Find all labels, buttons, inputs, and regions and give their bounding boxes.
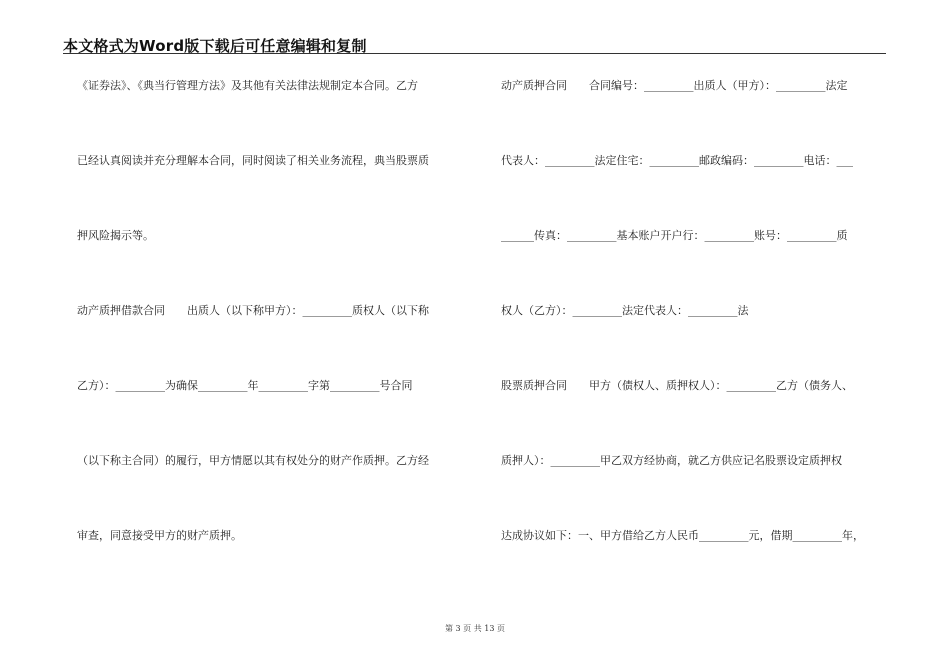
header-divider xyxy=(63,53,886,54)
left-line-4: 动产质押借款合同 出质人（以下称甲方）：_________质权人（以下称 xyxy=(77,304,429,317)
left-line-2: 已经认真阅读并充分理解本合同，同时阅读了相关业务流程，典当股票质 xyxy=(77,154,429,167)
right-line-6: 质押人）：_________甲乙双方经协商，就乙方供应记名股票设定质押权 xyxy=(501,454,842,467)
right-line-7: 达成协议如下：一、甲方借给乙方人民币_________元，借期_________年， xyxy=(501,529,864,542)
right-line-2: 代表人：_________法定住宅：_________邮政编码：_________电话：___ xyxy=(501,154,853,167)
left-line-6: （以下称主合同）的履行，甲方情愿以其有权处分的财产作质押。乙方经 xyxy=(77,454,429,467)
right-line-5: 股票质押合同 甲方（债权人、质押权人）：_________乙方（债务人、 xyxy=(501,379,853,392)
right-line-1: 动产质押合同 合同编号：_________出质人（甲方）：_________法定 xyxy=(501,79,848,92)
document-header-title: 本文格式为Word版下载后可任意编辑和复制 xyxy=(63,37,367,55)
right-line-3: ______传真：_________基本账户开户行：_________账号：_________质 xyxy=(501,229,848,242)
left-line-1: 《证券法》、《典当行管理方法》及其他有关法律法规制定本合同。乙方 xyxy=(77,79,418,92)
right-line-4: 权人（乙方）：_________法定代表人：_________法 xyxy=(501,304,749,317)
left-line-7: 审查，同意接受甲方的财产质押。 xyxy=(77,529,242,542)
left-line-5: 乙方）：_________为确保_________年_________字第_________号合同 xyxy=(77,379,413,392)
page-number: 第 3 页 共 13 页 xyxy=(445,624,505,633)
left-line-3: 押风险揭示等。 xyxy=(77,229,154,242)
